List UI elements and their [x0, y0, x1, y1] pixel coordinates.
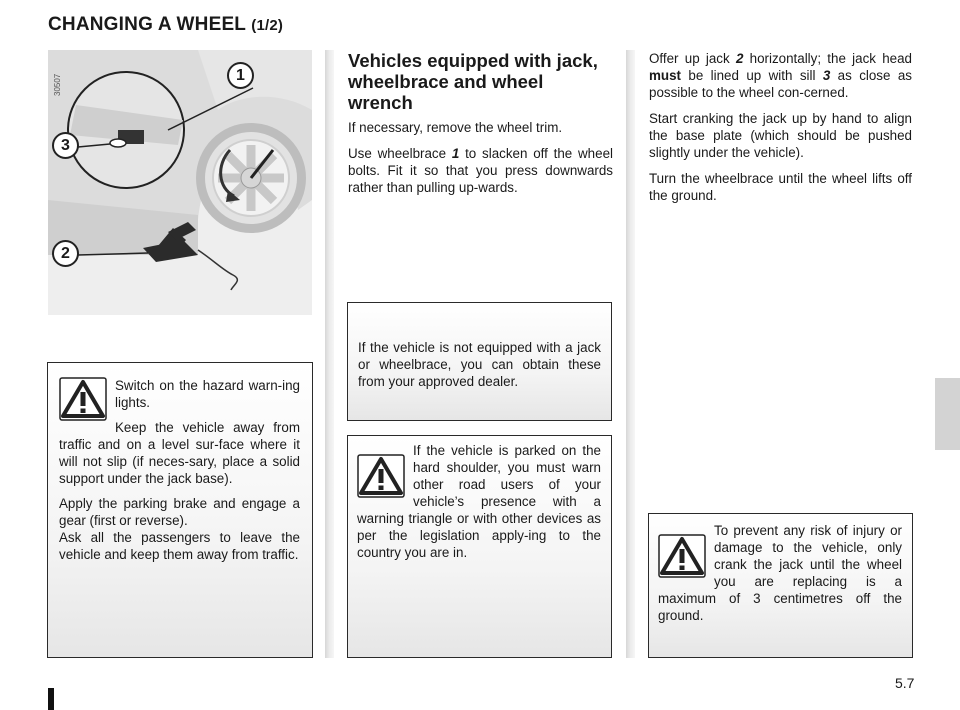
section-side-tab	[935, 378, 960, 450]
wheel-jack-illustration	[48, 50, 312, 315]
emphasis: must	[649, 68, 681, 83]
callout-1: 1	[227, 62, 254, 89]
column-3-paragraph-1	[649, 50, 912, 101]
ref-number: 1	[451, 146, 460, 161]
warning-1-paragraph-2: Keep the vehicle away from traffic and on a level sur-face where it will not slip (if neces-sary, place a solid support under the jack base).	[59, 420, 300, 486]
warning-triangle-icon	[59, 377, 107, 421]
ref-number: 3	[822, 68, 831, 83]
column-2-paragraph-2	[348, 145, 613, 196]
callout-3: 3	[52, 132, 79, 159]
warning-1-paragraph-1: Switch on the hazard warn-ing lights.	[115, 378, 300, 410]
column-separator-2	[626, 50, 635, 658]
text-run: Use wheelbrace	[348, 146, 452, 161]
warning-box-hard-shoulder	[347, 435, 612, 658]
page-title	[48, 14, 283, 36]
section-heading: Vehicles equipped with jack, wheelbrace and wheel wrench	[348, 50, 598, 113]
callout-2: 2	[52, 240, 79, 267]
text-run: be lined up with sill	[681, 68, 823, 83]
column-3-text	[649, 50, 912, 213]
column-3-paragraph-2: Start cranking the jack up by hand to align the base plate (which should be pushed slightly under the vehicle).	[649, 111, 912, 160]
text-run: as close as possible to the wheel con-cerned.	[649, 68, 912, 100]
corner-marker	[48, 688, 54, 710]
column-2-text	[348, 119, 613, 205]
column-2-paragraph-1: If necessary, remove the wheel trim.	[348, 120, 563, 135]
warning-triangle-icon	[357, 454, 405, 498]
title-part: (1/2)	[251, 17, 284, 34]
warning-3-text: To prevent any risk of injury or damage to the vehicle, only crank the jack until the wheel you are replacing is a maximum of 3 centimetres off the ground.	[658, 523, 902, 623]
column-separator-1	[325, 50, 334, 658]
warning-box-jack-height	[648, 513, 913, 658]
warning-triangle-icon	[658, 534, 706, 578]
column-3-paragraph-3: Turn the wheelbrace until the wheel lifts off the ground.	[649, 171, 912, 203]
figure-id: 30507	[53, 73, 62, 96]
ref-number: 2	[735, 51, 744, 66]
warning-2-text: If the vehicle is parked on the hard shoulder, you must warn other road users of your vehicle’s presence with a warning triangle or with other devices as per the legislation apply-ing to the country you are in.	[357, 443, 601, 560]
title-text: CHANGING A WHEEL	[48, 14, 246, 35]
warning-1-paragraph-4: Ask all the passengers to leave the vehicle and keep them away from traffic.	[59, 530, 300, 562]
text-run: Offer up jack	[649, 51, 736, 66]
info-box-text: If the vehicle is not equipped with a jack or wheelbrace, you can obtain these from your approved dealer.	[358, 340, 601, 389]
warning-1-paragraph-3: Apply the parking brake and engage a gear (first or reverse).	[59, 496, 300, 528]
page-number: 5.7	[895, 675, 915, 691]
text-run: horizontally; the jack head	[743, 51, 912, 66]
warning-box-hazard	[47, 362, 313, 658]
text-run: to slacken off the wheel bolts. Fit it so that you press downwards rather than pulling up-wards.	[348, 146, 613, 195]
info-box-dealer	[347, 302, 612, 421]
